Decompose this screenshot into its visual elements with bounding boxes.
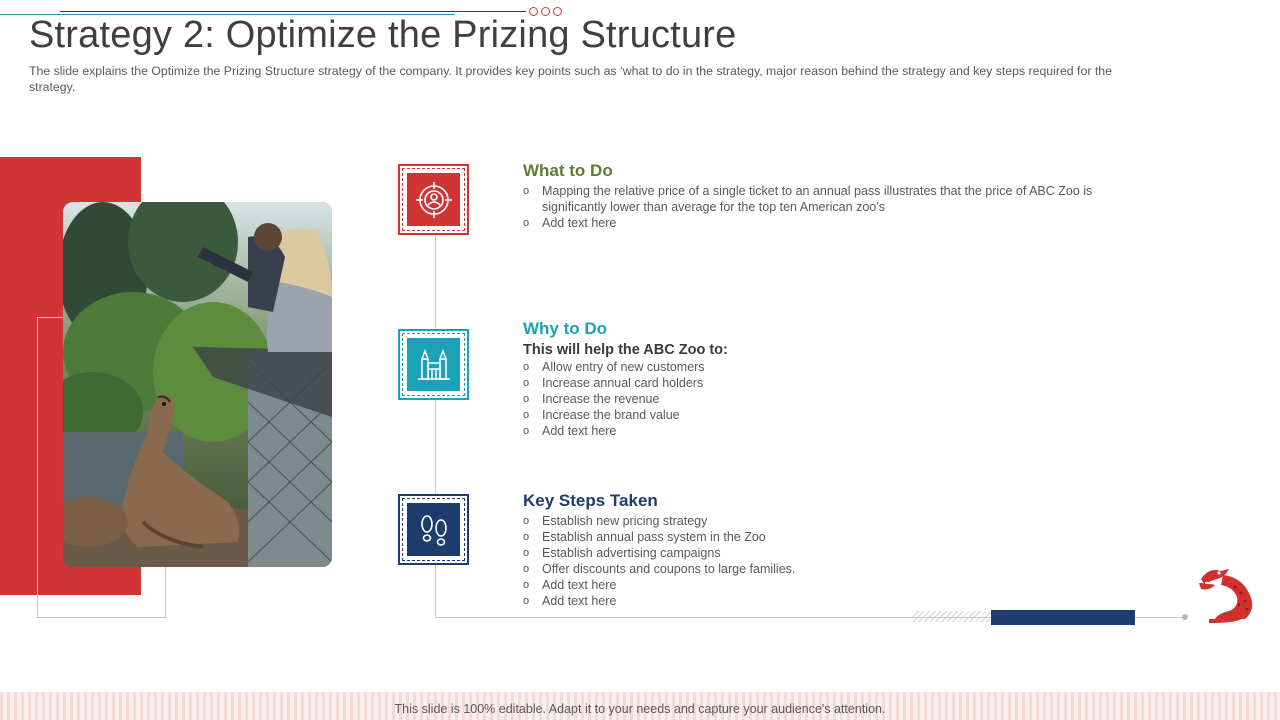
bullet-list: [523, 359, 1143, 439]
target-person-icon: [404, 170, 463, 229]
section-heading: What to Do: [523, 161, 613, 180]
list-item: o Add text here: [523, 216, 617, 230]
blue-accent-bar: [991, 610, 1135, 625]
slide-subtitle: The slide explains the Optimize the Prizing Structure strategy of the company. It provides key points such as ‘what to do in the strategy, major reason behind the strategy and key steps required for the strategy.: [29, 64, 1112, 94]
bullet-list: [523, 513, 1143, 609]
top-accent-line-navy: [60, 11, 526, 12]
footsteps-icon-box: [398, 494, 469, 565]
list-item: o Add text here: [523, 578, 617, 592]
target-person-icon-box: [398, 164, 469, 235]
section-subheading: This will help the ABC Zoo to:: [523, 342, 728, 358]
zoo-gate-icon-box: [398, 329, 469, 400]
list-item: o Mapping the relative price of a single ticket to an annual pass illustrates that the price of ABC Zoo is significantly lower than average for the top ten American zoo’s: [523, 184, 1093, 214]
hatched-accent: [912, 611, 990, 622]
list-item: o Establish annual pass system in the Zoo: [523, 530, 766, 544]
section-why-to-do: [523, 319, 1143, 439]
list-item: o Increase the revenue: [523, 392, 660, 406]
list-item: o Establish advertising campaigns: [523, 546, 721, 560]
section-heading: Why to Do: [523, 319, 608, 338]
list-item: o Add text here: [523, 424, 617, 438]
list-item: o Increase annual card holders: [523, 376, 704, 390]
footer-note: This slide is 100% editable. Adapt it to your needs and capture your audience's attention.: [394, 702, 886, 716]
list-item: o Establish new pricing strategy: [523, 514, 708, 528]
zoo-gate-icon: [404, 335, 463, 394]
footsteps-icon: [404, 500, 463, 559]
sea-lion-photo: [63, 202, 332, 567]
timeline-end-dot: [1182, 614, 1188, 620]
section-what-to-do: [523, 161, 1143, 231]
list-item: o Add text here: [523, 594, 617, 608]
bullet-list: [523, 183, 1143, 231]
slide-title: Strategy 2: Optimize the Prizing Structure: [29, 14, 737, 56]
list-item: o Offer discounts and coupons to large families.: [523, 562, 796, 576]
list-item: o Increase the brand value: [523, 408, 680, 422]
crocodile-icon: [1195, 563, 1257, 623]
section-heading: Key Steps Taken: [523, 491, 658, 510]
list-item: o Allow entry of new customers: [523, 360, 705, 374]
section-key-steps: [523, 491, 1143, 609]
